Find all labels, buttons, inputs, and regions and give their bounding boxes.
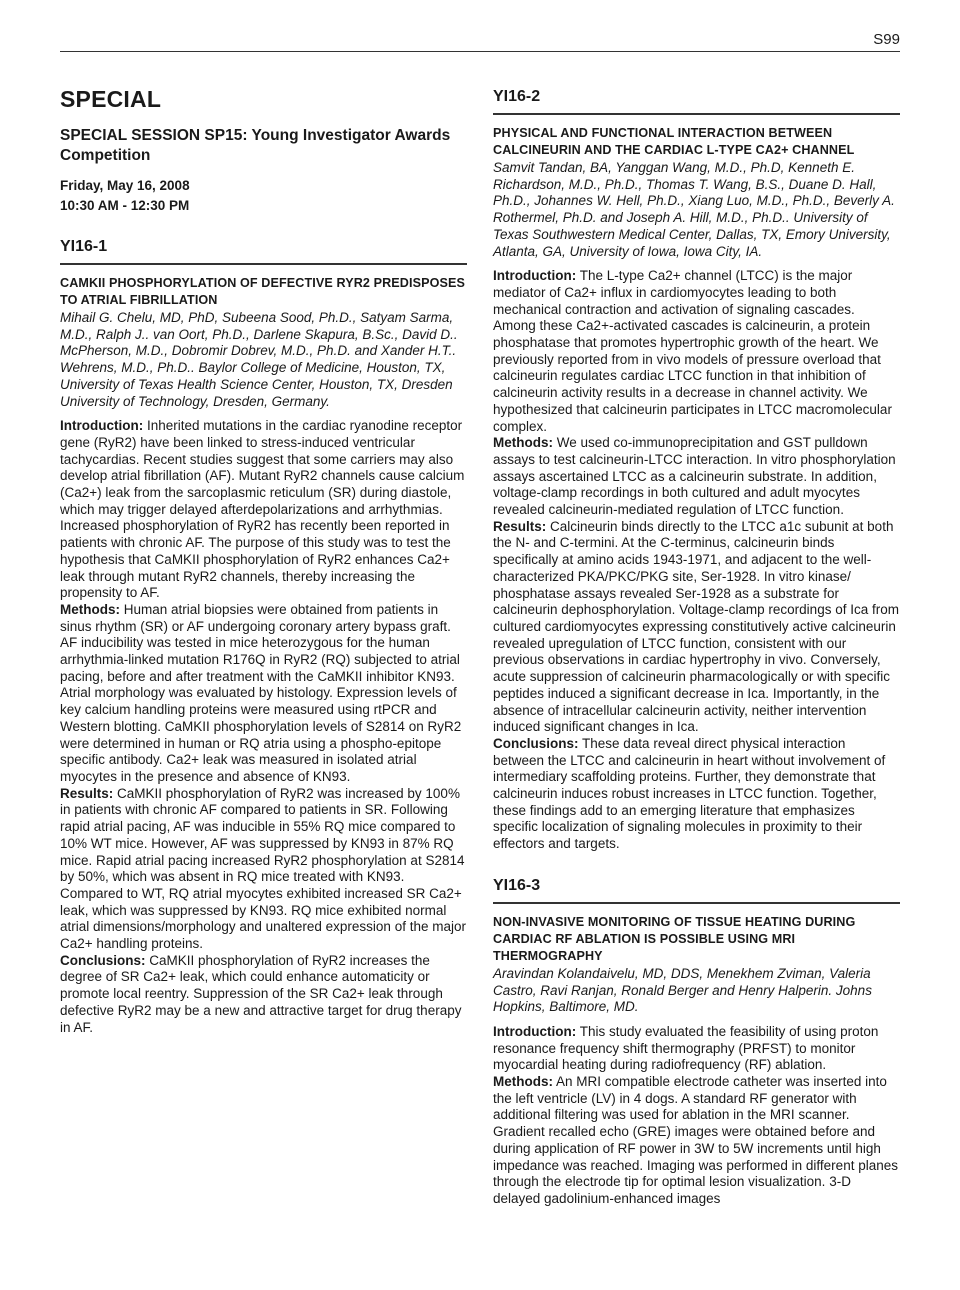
results-text: Calcineurin binds directly to the LTCC a1c subunit at both the N- and C-termini. At the C-terminus, calcineurin binds specifically at amino acids 1943-1971, and adjacent to the well-characterized PKA/PKC/PKG site, Ser-1928. In vitro kinase/ phosphatase assays revealed Ser-1928 as a substrate for calcineurin dephosphorylation. Voltage-clamp recordings of Ica from cultured cardiomyocytes expressing constitutively active calcineurin revealed upregulation of LTCC function, consistent with our previous observations in cardiac hypertrophy in vivo. Conversely, acute suppression of calcineurin pharmacologically or with specific peptides induced a significant decrease in Ica. Importantly, in the absence of intracellular calcineurin activity, neither intervention induced significant changes in Ica.: [493, 518, 899, 735]
left-column: [60, 86, 467, 1036]
abstract-introduction: [493, 268, 900, 435]
session-date: Friday, May 16, 2008: [60, 178, 190, 193]
conclusions-label: Conclusions:: [60, 952, 146, 968]
methods-label: Methods:: [493, 1074, 553, 1090]
abstract-body: [493, 268, 900, 853]
abstract-id: YI16-3: [493, 877, 900, 904]
abstract-title: NON-INVASIVE MONITORING OF TISSUE HEATING DURING CARDIAC RF ABLATION IS POSSIBLE USING MRI THERMOGRAPHY: [493, 914, 856, 963]
section-title: SPECIAL: [60, 86, 162, 112]
abstract-methods: [493, 435, 900, 519]
abstract-conclusions: [493, 736, 900, 853]
abstract-authors: Samvit Tandan, BA, Yanggan Wang, M.D., Ph.D, Kenneth E. Richardson, M.D., Ph.D., Thomas T. Wang, B.S., Duane D. Hall, Ph.D., Johannes W. Hell, Ph.D., Xiang Luo, M.D., Ph.D., Beverly A. Rothermel, Ph.D. and Joseph A. Hill, M.D., Ph.D.. University of Texas Southwestern Medical Center, Dallas, TX, Emory University, Atlanta, GA, University of Iowa, Iowa City, IA.: [493, 160, 895, 259]
methods-text: Human atrial biopsies were obtained from patients in sinus rhythm (SR) or AF undergoing coronary artery bypass graft. AF inducibility was tested in mice heterozygous for the human arrhythmia-linked mutation R176Q in RyR2 (RQ) subjected to atrial pacing, before and after treatment with the CaMKII inhibitor KN93. Atrial morphology was evaluated by histology. Expression levels of key calcium handling proteins were measured using rtPCR and Western blotting. CaMKII phosphorylation levels of S2814 on RyR2 were determined in human or RQ atria using a phospho-epitope specific antibody. Ca2+ leak was measured in isolated atrial myocytes in the presence and absence of KN93.: [60, 601, 462, 784]
page-number: S99: [873, 31, 900, 48]
methods-label: Methods:: [60, 601, 120, 617]
abstract-methods: [60, 602, 467, 786]
abstract-methods: [493, 1074, 900, 1208]
abstract-authors: Aravindan Kolandaivelu, MD, DDS, Menekhem Zviman, Valeria Castro, Ravi Ranjan, Ronald Berger and Henry Halperin. Johns Hopkins, Baltimore, MD.: [493, 965, 872, 1015]
results-label: Results:: [60, 785, 114, 801]
introduction-label: Introduction:: [60, 418, 144, 434]
right-column: [493, 88, 900, 1208]
conclusions-label: Conclusions:: [493, 735, 579, 751]
abstract-conclusions: [60, 953, 467, 1037]
results-text: CaMKII phosphorylation of RyR2 was increased by 100% in patients with chronic AF compared to patients in SR. Following rapid atrial pacing, AF was inducible in 55% RQ mice compared to 10% WT mice. However, AF was suppressed by KN93 in 87% RQ mice. Rapid atrial pacing increased RyR2 phosphorylation at S2814 by 50%, which was absent in RQ mice treated with KN93. Compared to WT, RQ atrial myocytes exhibited increased SR Ca2+ leak, which was suppressed by KN93. RQ mice exhibited normal atrial dimensions/morphology and unaltered expression of the major Ca2+ handling proteins.: [60, 785, 466, 952]
abstract-introduction: [60, 418, 467, 602]
session-time: 10:30 AM - 12:30 PM: [60, 198, 190, 213]
abstract-yi16-1: [60, 238, 467, 1036]
introduction-text: This study evaluated the feasibility of using proton resonance frequency shift thermography (PRFST) to monitor myocardial heating during radiofrequency (RF) ablation.: [493, 1023, 879, 1073]
abstract-body: [60, 418, 467, 1036]
introduction-label: Introduction:: [493, 268, 577, 284]
abstract-title: PHYSICAL AND FUNCTIONAL INTERACTION BETWEEN CALCINEURIN AND THE CARDIAC L-TYPE CA2+ CHANNEL: [493, 126, 855, 157]
abstract-introduction: [493, 1024, 900, 1074]
abstract-yi16-2: [493, 88, 900, 853]
session-title: SPECIAL SESSION SP15: Young Investigator Awards Competition: [60, 127, 451, 164]
conclusions-text: These data reveal direct physical interaction between the LTCC and calcineurin in heart without involvement of intermediary scaffolding proteins. Further, they demonstrate that calcineurin induces robust increases in LTCC function. Together, these findings add to an emerging literature that emphasizes specific localization of signaling molecules in proximity to their effectors and targets.: [493, 735, 886, 852]
introduction-label: Introduction:: [493, 1023, 577, 1039]
methods-text: We used co-immunoprecipitation and GST pulldown assays to test calcineurin-LTCC interaction. In vitro phosphorylation assays ascertained LTCC as a calcineurin substrate. In addition, voltage-clamp recordings in both cultured and adult myocytes revealed calcineurin-mediated regulation of LTCC function.: [493, 435, 896, 518]
abstract-results: [493, 519, 900, 736]
abstract-authors: Mihail G. Chelu, MD, PhD, Subeena Sood, Ph.D., Satyam Sarma, M.D., Ralph J.. van Oort, Ph.D., Darlene Skapura, B.Sc., David D.. McPherson, M.D., Dobromir Dobrev, M.D., Ph.D. and Xander H.T.. Wehrens, M.D., Ph.D.. Baylor College of Medicine, Houston, TX, University of Texas Health Science Center, Houston, TX, Dresden University of Technology, Dresden, Germany.: [60, 310, 458, 409]
introduction-text: Inherited mutations in the cardiac ryanodine receptor gene (RyR2) have been linked to stress-induced ventricular tachycardias. Recent studies suggest that some carriers may also develop atrial fibrillation (AF). Mutant RyR2 channels cause calcium (Ca2+) leak from the sarcoplasmic reticulum (SR) during diastole, which may trigger delayed afterdepolarizations and arrhythmias. Increased phosphorylation of RyR2 has recently been reported in patients with chronic AF. The purpose of this study was to test the hypothesis that CaMKII phosphorylation of RyR2 enhances Ca2+ leak through mutant RyR2 channels, thereby increasing the propensity to AF.: [60, 418, 465, 601]
abstract-id: YI16-1: [60, 238, 467, 265]
introduction-text: The L-type Ca2+ channel (LTCC) is the major mediator of Ca2+ influx in cardiomyocytes leading to both mechanical contraction and activation of signaling cascades. Among these Ca2+-activated cascades is calcineurin, a protein phosphatase that promotes hypertrophic growth of the heart. We previously reported from in vivo models of pressure overload that calcineurin regulates cardiac LTCC function in that inhibition of calcineurin activity results in a decrease in channel activity. We hypothesized that calcineurin participates in LTCC macromolecular complex.: [493, 268, 892, 434]
results-label: Results:: [493, 518, 547, 534]
abstract-id: YI16-2: [493, 88, 900, 115]
abstract-body: [493, 1024, 900, 1208]
top-rule: [60, 51, 900, 52]
methods-label: Methods:: [493, 435, 553, 451]
methods-text: An MRI compatible electrode catheter was inserted into the left ventricle (LV) in 4 dogs. A standard RF generator with additional filtering was used for ablation in the MRI scanner. Gradient recalled echo (GRE) images were obtained before and during application of RF power in 3W to 5W increments until high impedance was reached. Imaging was performed in different planes through the electrode tip for optimal lesion visualization. 3-D delayed gadolinium-enhanced images: [493, 1074, 898, 1206]
abstract-results: [60, 786, 467, 953]
abstract-title: CAMKII PHOSPHORYLATION OF DEFECTIVE RYR2 PREDISPOSES TO ATRIAL FIBRILLATION: [60, 276, 465, 307]
abstract-yi16-3: [493, 877, 900, 1208]
conclusions-text: CaMKII phosphorylation of RyR2 increases the degree of SR Ca2+ leak, which could enhance automaticity or promote local reentry. Suppression of the SR Ca2+ leak through defective RyR2 may be a new and attractive target for drug therapy in AF.: [60, 952, 462, 1035]
